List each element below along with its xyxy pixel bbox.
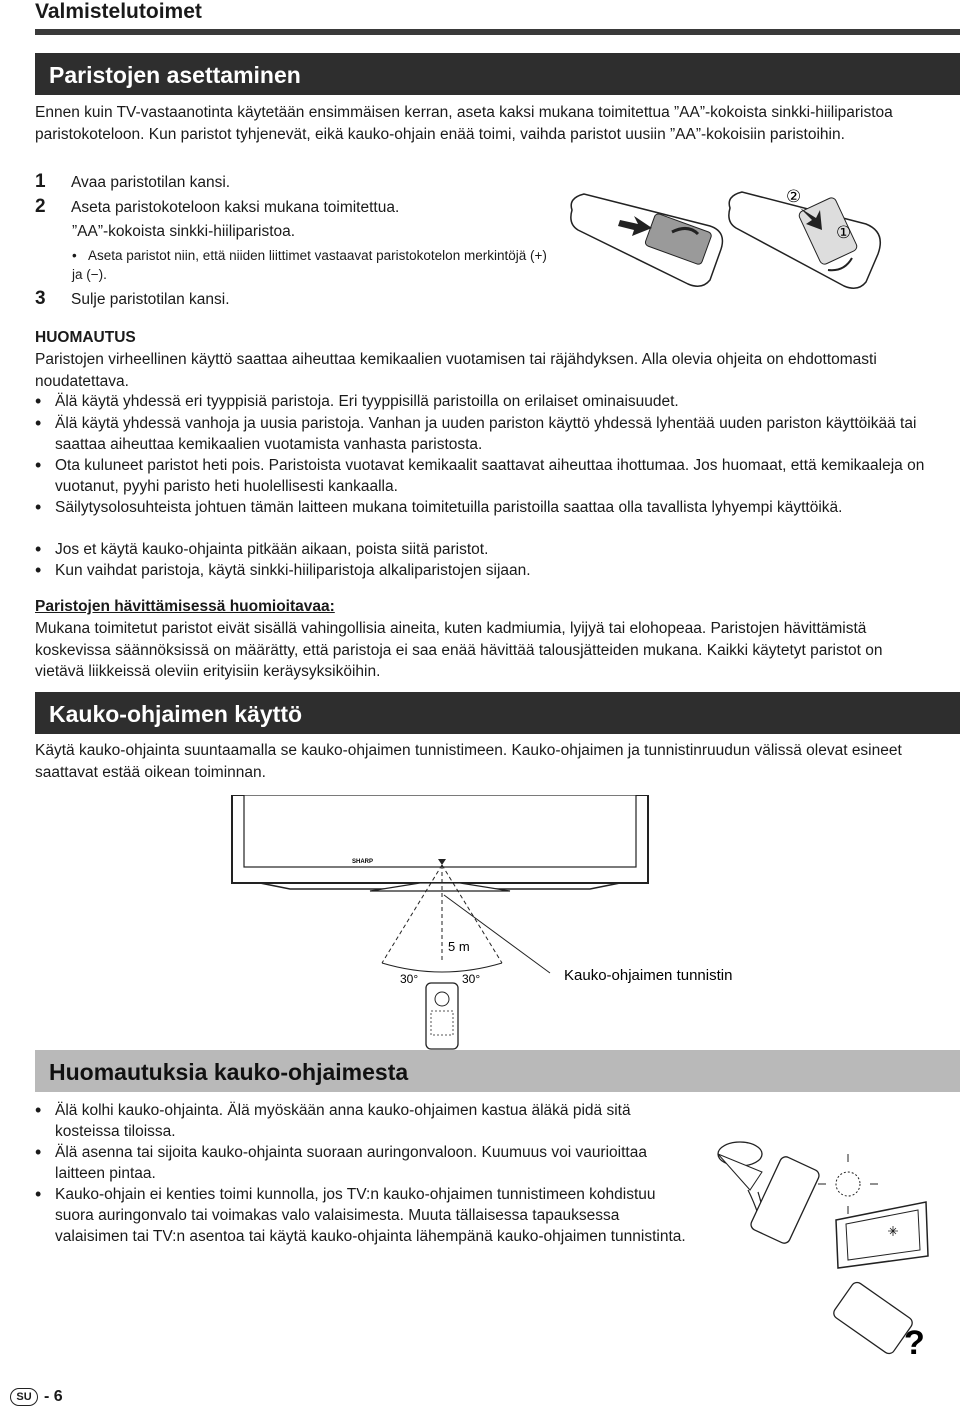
remote-range-illustration (220, 795, 780, 1057)
notice-bullet: • Ota kuluneet paristot heti pois. Paristoista vuotavat kemikaalit saattavat aiheuttaa ihottumaa. Jos huomaat, että kemikaaleja on vuotanut, pyyhi paristo heti huolellisesti kankaalla. (35, 455, 947, 497)
step-text: Sulje paristotilan kansi. (71, 291, 230, 308)
section-title-batteries: Paristojen asettaminen (35, 53, 960, 95)
angle-left-label: 30° (400, 972, 419, 986)
remote-note-bullet: • Kauko-ohjain ei kenties toimi kunnolla, jos TV:n kauko-ohjaimen tunnistimeen kohdistuu suora auringonvalo tai voimakas valo valaisimesta. Muuta tällaisessa tapauksessa valaisimen tai TV:n asentoa tai käytä kauko-ohjainta lähempänä kauko-ohjaimen tunnistinta. (35, 1184, 695, 1247)
tv-light-illustration (830, 1190, 955, 1360)
page-number-text: - 6 (44, 1388, 63, 1405)
step-number: 3 (35, 288, 46, 309)
remote-back-open-illustration (571, 194, 723, 286)
intro-paragraph: Ennen kuin TV-vastaanotinta käytetään ensimmäisen kerran, aseta kaksi mukana toimitettua ”AA”-kokoista sinkki-hiiliparistoa paristokoteloon. Kun paristot tyhjenevät, eikä kauko-ohjain enää toimi, vaihda paristot uusiin ”AA”-kokoisiin paristoihin. (35, 104, 893, 143)
tv-illustration (232, 795, 648, 891)
notice-bullet: • Kun vaihdat paristoja, käytä sinkki-hiiliparistoja alkaliparistojen sijaan. (35, 560, 947, 581)
notice-title: HUOMAUTUS (35, 329, 136, 346)
step-text: Aseta paristokoteloon kaksi mukana toimitettua. (71, 199, 400, 216)
notice-text: Paristojen virheellinen käyttö saattaa aiheuttaa kemikaalien vuotamisen tai räjähdyksen. Alla olevia ohjeita on ehdottomasti noudatettava. (35, 351, 877, 390)
notice-bullet: • Säilytysolosuhteista johtuen tämän laitteen mukana toimitetuilla paristoilla saattaa olla tavallista lyhyempi käyttöikä. (35, 497, 947, 518)
notice-bullet: • Älä käytä yhdessä eri tyyppisiä paristoja. Eri tyyppisillä paristoilla on erilaiset ominaisuudet. (35, 391, 947, 412)
notice-bullet: • Älä käytä yhdessä vanhoja ja uusia paristoja. Vanhan ja uuden pariston käyttö yhdessä lyhentää uuden pariston käyttöikää tai saattaa aiheuttaa kemikaalien vuotamista vanhasta paristosta. (35, 413, 947, 455)
diagram-label-1: ① (836, 223, 852, 242)
remote-control-icon (426, 983, 458, 1049)
step-2 (35, 196, 399, 219)
header-rule (35, 29, 960, 35)
page-number (10, 1388, 63, 1406)
step-2-note: • Aseta paristot niin, että niiden liittimet vastaavat paristokotelon merkintöjä (+) ja (−). (72, 248, 547, 282)
step-number: 2 (35, 196, 46, 217)
sensor-label: Kauko-ohjaimen tunnistin (564, 967, 733, 984)
step-2-subtext: ”AA”-kokoista sinkki-hiiliparistoa. (72, 223, 296, 240)
battery-insertion-illustration (560, 180, 890, 300)
angle-right-label: 30° (462, 972, 481, 986)
step-3 (35, 288, 230, 311)
section-title-remote-use: Kauko-ohjaimen käyttö (35, 692, 960, 734)
step-number: 1 (35, 171, 46, 192)
step-2-note-text: Aseta paristot niin, että niiden liittimet vastaavat paristokotelon merkintöjä (+) ja (−). (72, 248, 547, 282)
remote-note-bullet: • Älä kolhi kauko-ohjainta. Älä myöskään anna kauko-ohjaimen kastua äläkä pidä sitä kosteissa tiloissa. (35, 1100, 695, 1142)
tv-brand-logo: SHARP (352, 859, 374, 865)
step-1 (35, 171, 230, 194)
remote-use-text: Käytä kauko-ohjainta suuntaamalla se kauko-ohjaimen tunnistimeen. Kauko-ohjaimen ja tunnistinruudun välissä olevat esineet saattavat estää oikean toiminnan. (35, 742, 902, 781)
language-badge: SU (10, 1388, 38, 1406)
disposal-text: Mukana toimitetut paristot eivät sisällä vahingollisia aineita, kuten kadmiumia, lyijyä tai elohopeaa. Paristojen hävittämistä koskevissa säännöksissä on määrätty, että paristoja ei saa enää hävittää talousjätteiden mukana. Kaikki käytetyt paristot on vietävä liikkeissä oleviin erityisiin keräysyksiköihin. (35, 620, 883, 680)
notice-bullet: • Jos et käytä kauko-ohjainta pitkään aikaan, poista siitä paristot. (35, 539, 947, 560)
question-mark-icon: ? (904, 1324, 925, 1360)
remote-note-bullet: • Älä asenna tai sijoita kauko-ohjainta suoraan auringonvaloon. Kuumuus voi vaurioittaa laitteen pintaa. (35, 1142, 695, 1184)
distance-label: 5 m (448, 939, 470, 954)
remote-back-cover-illustration (729, 192, 880, 288)
diagram-label-2: ② (786, 187, 802, 206)
page-header-title: Valmistelutoimet (35, 0, 202, 23)
disposal-title: Paristojen hävittämisessä huomioitavaa: (35, 598, 335, 615)
step-text: Avaa paristotilan kansi. (71, 174, 231, 191)
section-title-remote-notes: Huomautuksia kauko-ohjaimesta (35, 1050, 960, 1092)
